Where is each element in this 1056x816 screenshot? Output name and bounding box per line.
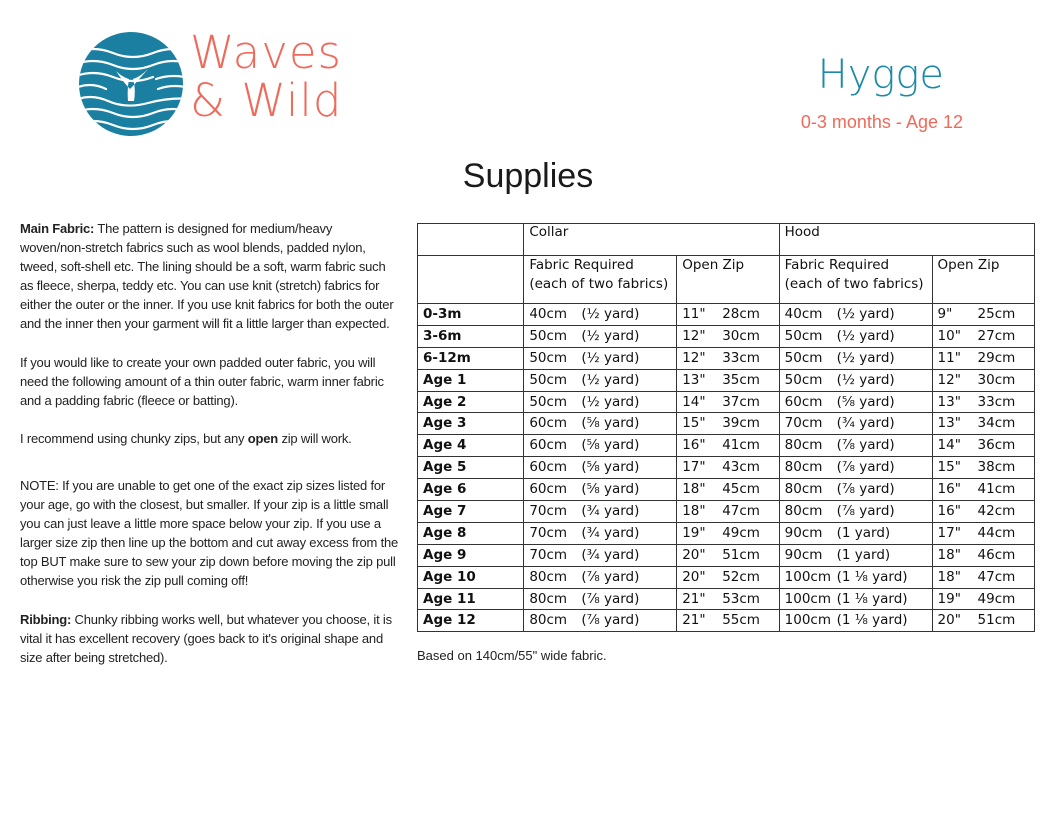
hood-fabric-cm: 100cm — [784, 590, 831, 607]
hood-zip-inches: 20" — [937, 612, 961, 629]
collar-fabric-yard: (⅞ yard) — [581, 612, 640, 629]
collar-zip-cm: 51cm — [722, 546, 760, 563]
collar-fabric-header — [524, 256, 677, 304]
table-row — [418, 522, 1035, 544]
collar-fabric-cell — [524, 347, 677, 369]
collar-fabric-cell — [524, 391, 677, 413]
hood-zip-cm: 46cm — [977, 546, 1016, 563]
size-cell — [418, 588, 524, 610]
brand-line-1: Waves — [190, 26, 342, 79]
hood-fabric-cm: 90cm — [784, 524, 823, 541]
collar-zip-cm: 41cm — [722, 437, 760, 454]
zip-text-bold: open — [247, 430, 279, 446]
collar-fabric-cell — [524, 457, 677, 479]
hood-fabric-cell — [779, 610, 932, 632]
table-row — [418, 588, 1035, 610]
size-cell — [418, 610, 524, 632]
hood-fabric-cell — [779, 325, 932, 347]
collar-zip-cm: 37cm — [722, 393, 760, 410]
table-group-header — [418, 224, 1035, 256]
hood-zip-header: Open Zip — [932, 256, 1034, 304]
collar-fabric-yard: (½ yard) — [581, 327, 640, 344]
size-label: Age 5 — [423, 459, 467, 476]
table-row — [418, 479, 1035, 501]
zip-text-after: zip will work. — [278, 430, 352, 446]
collar-fabric-cm: 50cm — [529, 393, 568, 410]
collar-zip-cell — [677, 391, 779, 413]
table-row — [418, 304, 1035, 326]
hood-fabric-cm: 80cm — [784, 481, 823, 498]
collar-zip-cm: 52cm — [722, 568, 760, 585]
collar-zip-cm: 28cm — [722, 306, 760, 322]
collar-zip-cm: 30cm — [722, 327, 760, 344]
hood-zip-cell — [932, 457, 1034, 479]
collar-fabric-cell — [524, 369, 677, 391]
collar-fabric-yard: (½ yard) — [581, 371, 640, 388]
hood-zip-cm: 47cm — [977, 568, 1016, 585]
brand-logo — [78, 27, 368, 137]
table-row — [418, 610, 1035, 632]
hood-fabric-yard: (1 ⅛ yard) — [836, 590, 908, 607]
size-cell — [418, 544, 524, 566]
whale-tail-icon — [78, 31, 184, 137]
size-cell — [418, 566, 524, 588]
size-label: Age 12 — [423, 612, 476, 629]
hood-zip-cell — [932, 435, 1034, 457]
collar-fabric-cm: 80cm — [529, 590, 568, 607]
hood-zip-cell — [932, 501, 1034, 523]
collar-fabric-cell — [524, 566, 677, 588]
ribbing-paragraph — [20, 610, 400, 667]
hood-zip-cm: 25cm — [977, 306, 1016, 322]
ribbing-text: Chunky ribbing works well, but whatever you choose, it is vital it has excellent recovery (goes back to it's original shape and size after being stretched). — [20, 611, 392, 665]
collar-zip-header: Open Zip — [677, 256, 779, 304]
size-label: Age 10 — [423, 568, 476, 585]
hood-fabric-cell — [779, 479, 932, 501]
collar-zip-inches: 17" — [682, 459, 706, 476]
collar-zip-inches: 12" — [682, 327, 706, 344]
hood-zip-cm: 44cm — [977, 524, 1016, 541]
table-row — [418, 544, 1035, 566]
collar-zip-cell — [677, 501, 779, 523]
hood-zip-cell — [932, 544, 1034, 566]
hood-zip-inches: 16" — [937, 481, 961, 498]
collar-zip-cm: 43cm — [722, 459, 760, 476]
size-cell — [418, 435, 524, 457]
hood-fabric-cell — [779, 501, 932, 523]
hood-zip-cm: 29cm — [977, 349, 1016, 366]
collar-fabric-yard: (⅝ yard) — [581, 437, 640, 454]
collar-zip-inches: 19" — [682, 524, 706, 541]
hood-fabric-cell — [779, 457, 932, 479]
table-row — [418, 435, 1035, 457]
main-fabric-text: The pattern is designed for medium/heavy woven/non-stretch fabrics such as wool blends, padded nylon, tweed, soft-shell etc. The lining should be a soft, warm fabric such as fleece, sherpa, teddy etc. You can use knit (stretch) fabrics for either the outer or the inner. If you use knit fabrics for both the outer and the inner then your garment will fit a little larger than expected. — [20, 221, 394, 332]
hood-fabric-header — [779, 256, 932, 304]
collar-zip-cm: 45cm — [722, 481, 760, 498]
collar-fabric-yard: (½ yard) — [581, 393, 640, 410]
hood-zip-cell — [932, 588, 1034, 610]
hood-zip-inches: 18" — [937, 568, 961, 585]
hood-zip-cm: 27cm — [977, 327, 1016, 344]
collar-fabric-yard: (⅝ yard) — [581, 481, 640, 498]
hood-zip-inches: 14" — [937, 437, 961, 454]
table-sub-header — [418, 256, 1035, 304]
collar-fabric-cm: 60cm — [529, 459, 568, 476]
collar-fabric-yard: (⅝ yard) — [581, 459, 640, 476]
table-row — [418, 413, 1035, 435]
hood-fabric-cell — [779, 544, 932, 566]
collar-fabric-cm: 70cm — [529, 546, 568, 563]
hood-zip-cell — [932, 391, 1034, 413]
collar-zip-inches: 21" — [682, 612, 706, 629]
main-fabric-label: Main Fabric: — [20, 221, 95, 236]
collar-zip-cell — [677, 304, 779, 326]
collar-zip-inches: 20" — [682, 568, 706, 585]
collar-zip-inches: 12" — [682, 349, 706, 366]
hood-fabric-cm: 50cm — [784, 371, 823, 388]
subheader-blank-cell — [418, 256, 524, 304]
collar-zip-cell — [677, 610, 779, 632]
collar-zip-cell — [677, 588, 779, 610]
hood-fabric-yard: (1 yard) — [836, 546, 891, 563]
ribbing-label: Ribbing: — [20, 611, 72, 627]
collar-fabric-yard: (⅞ yard) — [581, 590, 640, 607]
collar-fabric-cell — [524, 325, 677, 347]
collar-fabric-cell — [524, 479, 677, 501]
size-label: Age 3 — [423, 415, 467, 432]
hood-zip-inches: 18" — [937, 546, 961, 563]
main-fabric-paragraph — [20, 219, 400, 334]
collar-fabric-cm: 60cm — [529, 437, 568, 454]
hood-zip-inches: 13" — [937, 393, 961, 410]
collar-fabric-cm: 70cm — [529, 524, 568, 541]
hood-fabric-yard: (½ yard) — [836, 349, 895, 366]
hood-zip-inches: 17" — [937, 524, 961, 541]
collar-zip-inches: 18" — [682, 481, 706, 498]
collar-zip-inches: 11" — [682, 306, 706, 322]
collar-zip-inches: 16" — [682, 437, 706, 454]
supplies-table — [417, 223, 1035, 632]
size-cell — [418, 347, 524, 369]
table-row — [418, 391, 1035, 413]
hood-fabric-yard: (1 ⅛ yard) — [836, 568, 908, 585]
hood-fabric-yard: (⅞ yard) — [836, 437, 895, 454]
size-label: Age 4 — [423, 437, 467, 454]
collar-zip-cell — [677, 413, 779, 435]
collar-fabric-header-line1: Fabric Required — [529, 257, 634, 273]
collar-zip-inches: 13" — [682, 371, 706, 388]
hood-zip-inches: 16" — [937, 503, 961, 520]
size-label: Age 7 — [423, 503, 467, 520]
collar-fabric-yard: (½ yard) — [581, 306, 640, 322]
collar-zip-cell — [677, 325, 779, 347]
collar-zip-cell — [677, 479, 779, 501]
collar-fabric-cell — [524, 610, 677, 632]
header-blank-cell — [418, 224, 524, 256]
collar-fabric-cell — [524, 544, 677, 566]
hood-fabric-yard: (⅞ yard) — [836, 503, 895, 520]
collar-zip-cm: 33cm — [722, 349, 760, 366]
hood-zip-inches: 11" — [937, 349, 961, 366]
hood-fabric-cell — [779, 413, 932, 435]
size-cell — [418, 413, 524, 435]
hood-zip-cm: 51cm — [977, 612, 1016, 629]
hood-zip-inches: 12" — [937, 371, 961, 388]
table-row — [418, 566, 1035, 588]
table-row — [418, 369, 1035, 391]
hood-fabric-cm: 100cm — [784, 568, 831, 585]
pattern-name: Hygge — [817, 52, 944, 98]
size-label: Age 6 — [423, 481, 467, 498]
hood-fabric-cell — [779, 522, 932, 544]
zip-paragraph — [20, 429, 400, 448]
collar-zip-cell — [677, 544, 779, 566]
fabric-width-note: Based on 140cm/55" wide fabric. — [417, 648, 607, 663]
size-label: Age 8 — [423, 524, 467, 541]
hood-zip-cell — [932, 566, 1034, 588]
hood-zip-cell — [932, 347, 1034, 369]
hood-fabric-cell — [779, 391, 932, 413]
collar-fabric-cell — [524, 435, 677, 457]
hood-fabric-cell — [779, 304, 932, 326]
size-cell — [418, 501, 524, 523]
size-cell — [418, 479, 524, 501]
hood-fabric-yard: (1 yard) — [836, 524, 891, 541]
hood-fabric-cm: 90cm — [784, 546, 823, 563]
collar-fabric-yard: (½ yard) — [581, 349, 640, 366]
hood-fabric-cm: 50cm — [784, 349, 823, 366]
collar-fabric-cell — [524, 413, 677, 435]
size-cell — [418, 325, 524, 347]
hood-zip-cm: 30cm — [977, 371, 1016, 388]
collar-fabric-cm: 40cm — [529, 306, 568, 322]
table-row — [418, 457, 1035, 479]
hood-fabric-yard: (½ yard) — [836, 371, 895, 388]
size-label: Age 11 — [423, 590, 476, 607]
collar-zip-inches: 18" — [682, 503, 706, 520]
collar-zip-cell — [677, 457, 779, 479]
page-title: Supplies — [462, 157, 594, 195]
size-label: 0-3m — [423, 306, 462, 322]
collar-fabric-cm: 80cm — [529, 612, 568, 629]
size-label: Age 2 — [423, 393, 467, 410]
table-row — [418, 325, 1035, 347]
hood-zip-cm: 49cm — [977, 590, 1016, 607]
size-cell — [418, 457, 524, 479]
collar-zip-inches: 20" — [682, 546, 706, 563]
hood-fabric-cm: 80cm — [784, 459, 823, 476]
collar-fabric-cell — [524, 304, 677, 326]
hood-fabric-cell — [779, 588, 932, 610]
hood-fabric-yard: (⅝ yard) — [836, 393, 895, 410]
collar-fabric-yard: (¾ yard) — [581, 546, 640, 563]
hood-fabric-yard: (⅞ yard) — [836, 459, 895, 476]
collar-zip-cell — [677, 347, 779, 369]
collar-zip-cell — [677, 435, 779, 457]
table-row — [418, 347, 1035, 369]
padded-fabric-paragraph: If you would like to create your own padded outer fabric, you will need the following amount of a thin outer fabric, warm inner fabric and a padding fabric (fleece or batting). — [20, 354, 384, 408]
hood-fabric-cm: 40cm — [784, 306, 823, 322]
hood-fabric-yard: (½ yard) — [836, 306, 895, 322]
hood-fabric-yard: (¾ yard) — [836, 415, 895, 432]
hood-fabric-cm: 60cm — [784, 393, 823, 410]
hood-fabric-yard: (⅞ yard) — [836, 481, 895, 498]
size-cell — [418, 369, 524, 391]
size-label: 6-12m — [423, 349, 471, 366]
hood-zip-cm: 38cm — [977, 459, 1016, 476]
collar-fabric-yard: (⅝ yard) — [581, 415, 640, 432]
hood-zip-inches: 10" — [937, 327, 961, 344]
hood-zip-inches: 19" — [937, 590, 961, 607]
collar-fabric-cm: 60cm — [529, 415, 568, 432]
collar-fabric-cell — [524, 522, 677, 544]
pattern-size-range: 0-3 months - Age 12 — [800, 112, 963, 132]
hood-fabric-cell — [779, 566, 932, 588]
hood-zip-cell — [932, 325, 1034, 347]
collar-zip-cm: 53cm — [722, 590, 760, 607]
hood-fabric-header-line2: (each of two fabrics) — [784, 276, 924, 292]
hood-zip-inches: 13" — [937, 415, 961, 432]
hood-fabric-yard: (1 ⅛ yard) — [836, 612, 908, 629]
hood-fabric-cm: 80cm — [784, 437, 823, 454]
brand-line-2: & Wild — [190, 74, 343, 127]
collar-header: Collar — [524, 224, 779, 256]
hood-zip-cell — [932, 522, 1034, 544]
brand-name — [190, 26, 343, 127]
collar-fabric-yard: (¾ yard) — [581, 503, 640, 520]
collar-zip-cell — [677, 566, 779, 588]
collar-zip-inches: 15" — [682, 415, 706, 432]
collar-zip-cm: 55cm — [722, 612, 760, 629]
collar-zip-cm: 49cm — [722, 524, 760, 541]
collar-fabric-cm: 80cm — [529, 568, 568, 585]
zip-text-before: I recommend using chunky zips, but any — [20, 430, 248, 446]
hood-zip-inches: 15" — [937, 459, 961, 476]
hood-zip-inches: 9" — [937, 306, 953, 322]
hood-zip-cm: 33cm — [977, 393, 1016, 410]
collar-fabric-yard: (¾ yard) — [581, 524, 640, 541]
size-label: 3-6m — [423, 327, 462, 344]
collar-fabric-header-line2: (each of two fabrics) — [529, 276, 669, 292]
collar-fabric-cell — [524, 501, 677, 523]
hood-zip-cell — [932, 479, 1034, 501]
collar-zip-cell — [677, 369, 779, 391]
hood-fabric-cm: 50cm — [784, 327, 823, 344]
hood-fabric-cell — [779, 435, 932, 457]
hood-fabric-cell — [779, 347, 932, 369]
table-row — [418, 501, 1035, 523]
size-cell — [418, 391, 524, 413]
collar-fabric-cell — [524, 588, 677, 610]
collar-zip-inches: 14" — [682, 393, 706, 410]
collar-fabric-cm: 70cm — [529, 503, 568, 520]
hood-fabric-cm: 70cm — [784, 415, 823, 432]
collar-fabric-cm: 50cm — [529, 327, 568, 344]
collar-zip-cm: 39cm — [722, 415, 760, 432]
collar-fabric-cm: 50cm — [529, 349, 568, 366]
collar-zip-cm: 35cm — [722, 371, 760, 388]
collar-zip-inches: 21" — [682, 590, 706, 607]
hood-zip-cm: 41cm — [977, 481, 1016, 498]
size-cell — [418, 304, 524, 326]
note-paragraph: NOTE: If you are unable to get one of the exact zip sizes listed for your age, go with the closest, but smaller. If your zip is a little small you can just leave a little more space below your zip. If you use a larger size zip then line up the bottom and cut away excess from the top BUT make sure to sew your zip down before moving the zip pull otherwise you risk the zip pull coming off! — [20, 477, 399, 589]
instructions-column — [20, 219, 400, 667]
hood-zip-cell — [932, 304, 1034, 326]
hood-zip-cm: 42cm — [977, 503, 1016, 520]
size-label: Age 9 — [423, 546, 467, 563]
collar-fabric-cm: 60cm — [529, 481, 568, 498]
size-cell — [418, 522, 524, 544]
hood-header: Hood — [779, 224, 1034, 256]
hood-zip-cell — [932, 610, 1034, 632]
size-label: Age 1 — [423, 371, 467, 388]
collar-fabric-cm: 50cm — [529, 371, 568, 388]
collar-zip-cm: 47cm — [722, 503, 760, 520]
hood-fabric-cm: 80cm — [784, 503, 823, 520]
hood-fabric-yard: (½ yard) — [836, 327, 895, 344]
hood-fabric-cm: 100cm — [784, 612, 831, 629]
collar-zip-cell — [677, 522, 779, 544]
hood-zip-cell — [932, 413, 1034, 435]
collar-fabric-yard: (⅞ yard) — [581, 568, 640, 585]
hood-zip-cm: 36cm — [977, 437, 1016, 454]
hood-zip-cell — [932, 369, 1034, 391]
hood-fabric-cell — [779, 369, 932, 391]
hood-fabric-header-line1: Fabric Required — [784, 257, 890, 273]
hood-zip-cm: 34cm — [977, 415, 1016, 432]
